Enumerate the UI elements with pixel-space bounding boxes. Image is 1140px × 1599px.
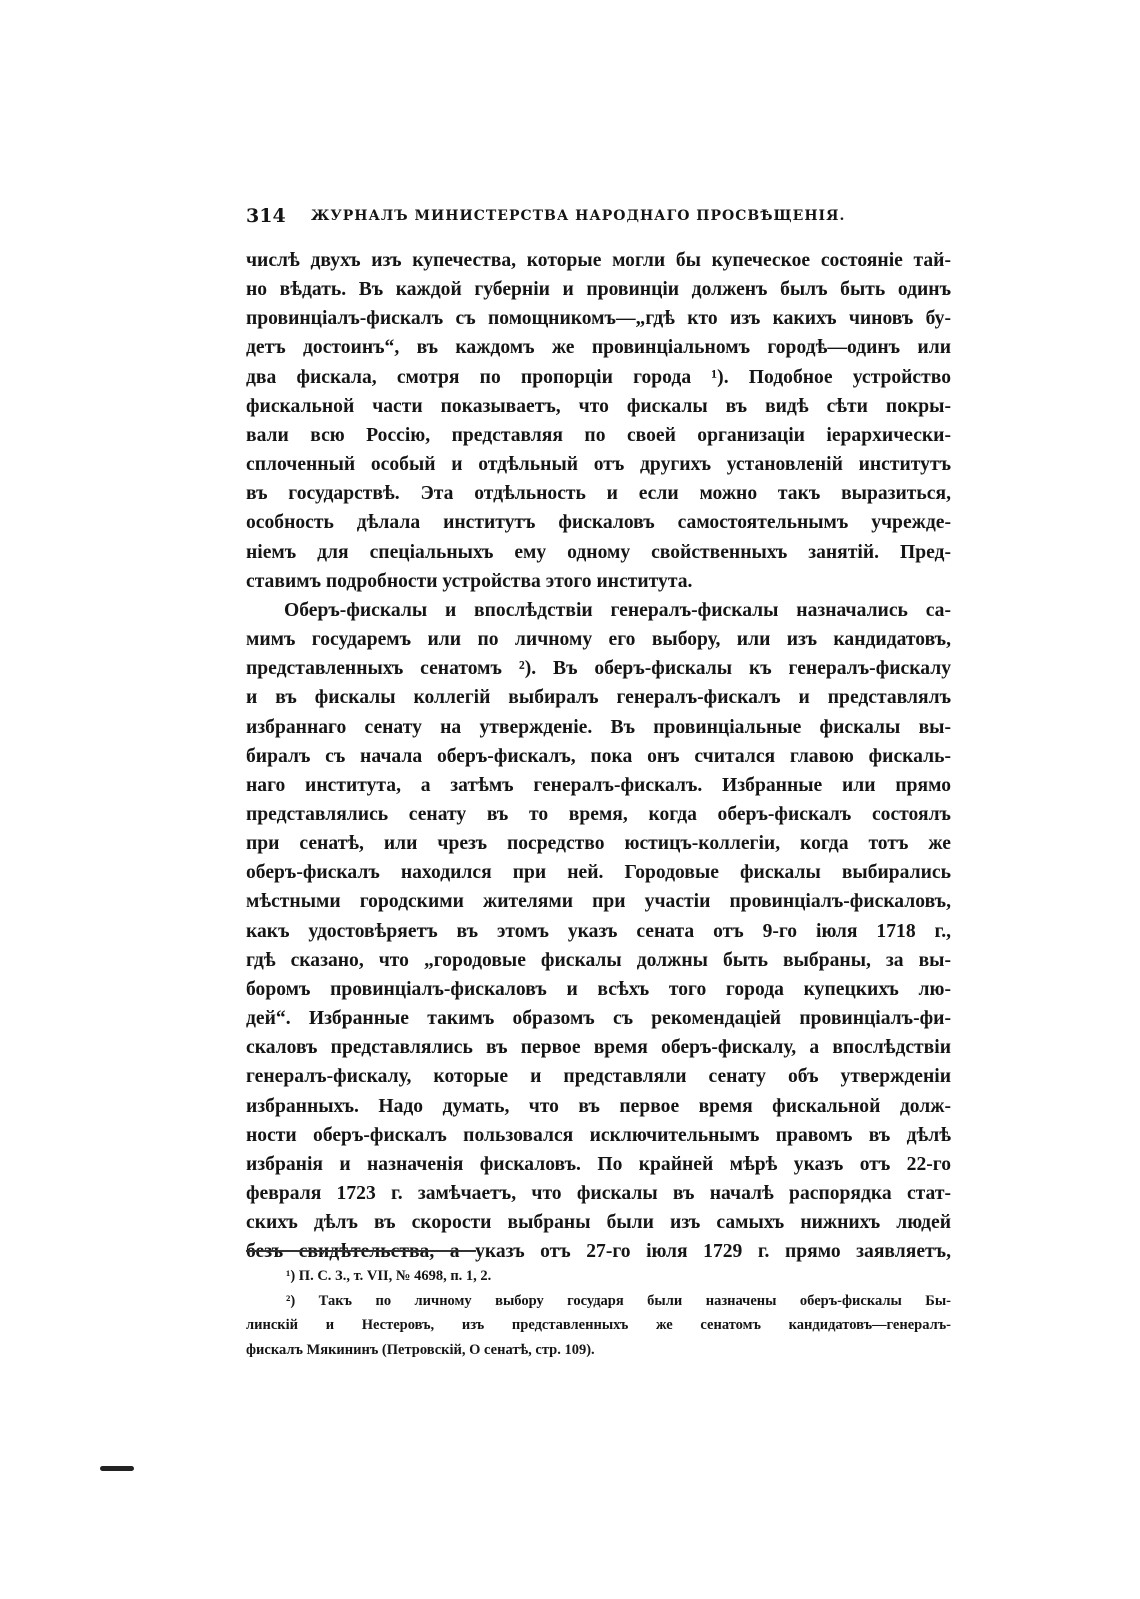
- footnotes: [246, 1264, 951, 1362]
- text-line: въ государствѣ. Эта отдѣльность и если можно такъ выразиться,: [246, 483, 951, 505]
- text-line: генералъ-фискалу, которые и представляли сенату объ утвержденіи: [246, 1066, 951, 1088]
- page-header: [246, 205, 951, 235]
- page-number: 314: [246, 205, 286, 227]
- text-line: два фискала, смотря по пропорціи города ¹). Подобное устройство: [246, 366, 951, 388]
- text-line: и въ фискалы коллегій выбиралъ генералъ-фискалъ и представлялъ: [246, 687, 951, 709]
- text-line: оберъ-фискалъ находился при ней. Городовые фискалы выбирались: [246, 862, 951, 884]
- text-line: представленныхъ сенатомъ ²). Въ оберъ-фискалы къ генералъ-фискалу: [246, 658, 951, 680]
- main-text: [246, 246, 951, 1266]
- text-line: при сенатѣ, или чрезъ посредство юстицъ-коллегіи, когда тотъ же: [246, 833, 951, 855]
- text-line: наго института, а затѣмъ генералъ-фискалъ. Избранные или прямо: [246, 774, 951, 796]
- text-line: мимъ государемъ или по личному его выбору, или изъ кандидатовъ,: [246, 629, 951, 651]
- text-line: ности оберъ-фискалъ пользовался исключительнымъ правомъ въ дѣлѣ: [246, 1124, 951, 1146]
- text-line: Оберъ-фискалы и впослѣдствіи генералъ-фискалы назначались са-: [284, 599, 951, 621]
- text-line: мѣстными городскими жителями при участіи провинціалъ-фискаловъ,: [246, 891, 951, 913]
- text-line: сплоченный особый и отдѣльный отъ другихъ установленій институтъ: [246, 454, 951, 476]
- text-line: избранія и назначенія фискаловъ. По крайней мѣрѣ указъ отъ 22-го: [246, 1153, 951, 1175]
- text-line: какъ удостовѣряетъ въ этомъ указъ сената отъ 9-го іюля 1718 г.,: [246, 920, 951, 942]
- text-line: фискальной части показываетъ, что фискалы въ видѣ сѣти покры-: [246, 395, 951, 417]
- text-line: вали всю Россію, представляя по своей организаціи іерархически-: [246, 424, 951, 446]
- text-line: представлялись сенату въ то время, когда оберъ-фискалъ состоялъ: [246, 803, 951, 825]
- footnote-2-line: фискалъ Мякининъ (Петровскій, О сенатѣ, стр. 109).: [246, 1341, 595, 1358]
- text-line: но вѣдать. Въ каждой губерніи и провинціи долженъ былъ быть одинъ: [246, 279, 951, 301]
- text-line: боромъ провинціалъ-фискаловъ и всѣхъ того города купецкихъ лю-: [246, 978, 951, 1000]
- text-line: безъ свидѣтельства, а указъ отъ 27-го іюля 1729 г. прямо заявляетъ,: [246, 1241, 951, 1263]
- text-line: биралъ съ начала оберъ-фискалъ, пока онъ считался главою фискаль-: [246, 745, 951, 767]
- text-line: гдѣ сказано, что „городовые фискалы должны быть выбраны, за вы-: [246, 949, 951, 971]
- footnote-rule: [246, 1250, 476, 1252]
- footnote-1: ¹) П. С. З., т. VII, № 4698, п. 1, 2.: [286, 1268, 492, 1284]
- text-line: детъ достоинъ“, въ каждомъ же провинціальномъ городѣ—одинъ или: [246, 337, 951, 359]
- text-line: ставимъ подробности устройства этого института.: [246, 570, 693, 592]
- text-line: скихъ дѣлъ въ скорости выбраны были изъ самыхъ нижнихъ людей: [246, 1212, 951, 1234]
- text-line: скаловъ представлялись въ первое время оберъ-фискалу, а впослѣдствіи: [246, 1037, 951, 1059]
- running-head: ЖУРНАЛЪ МИНИСТЕРСТВА НАРОДНАГО ПРОСВѢЩЕНІЯ.: [311, 208, 846, 224]
- text-line: избраннаго сенату на утвержденіе. Въ провинціальные фискалы вы-: [246, 716, 951, 738]
- text-line: февраля 1723 г. замѣчаетъ, что фискалы въ началѣ распорядка стат-: [246, 1183, 951, 1204]
- text-line: числѣ двухъ изъ купечества, которые могли бы купеческое состояніе тай-: [246, 250, 951, 271]
- footnote-2-line: ²) Такъ по личному выбору государя были назначены оберъ-фискалы Бы-: [286, 1292, 951, 1309]
- scan-mark: [100, 1466, 134, 1471]
- text-line: провинціалъ-фискалъ съ помощникомъ—„гдѣ кто изъ какихъ чиновъ бу-: [246, 308, 951, 330]
- text-line: избранныхъ. Надо думать, что въ первое время фискальной долж-: [246, 1095, 951, 1117]
- footnote-2-line: линскій и Нестеровъ, изъ представленныхъ же сенатомъ кандидатовъ—генералъ-: [246, 1317, 951, 1333]
- text-line: ніемъ для спеціальныхъ ему одному свойственныхъ занятій. Пред-: [246, 541, 951, 563]
- text-line: дей“. Избранные такимъ образомъ съ рекомендаціей провинціалъ-фи-: [246, 1008, 951, 1030]
- text-line: особность дѣлала институтъ фискаловъ самостоятельнымъ учрежде-: [246, 512, 951, 534]
